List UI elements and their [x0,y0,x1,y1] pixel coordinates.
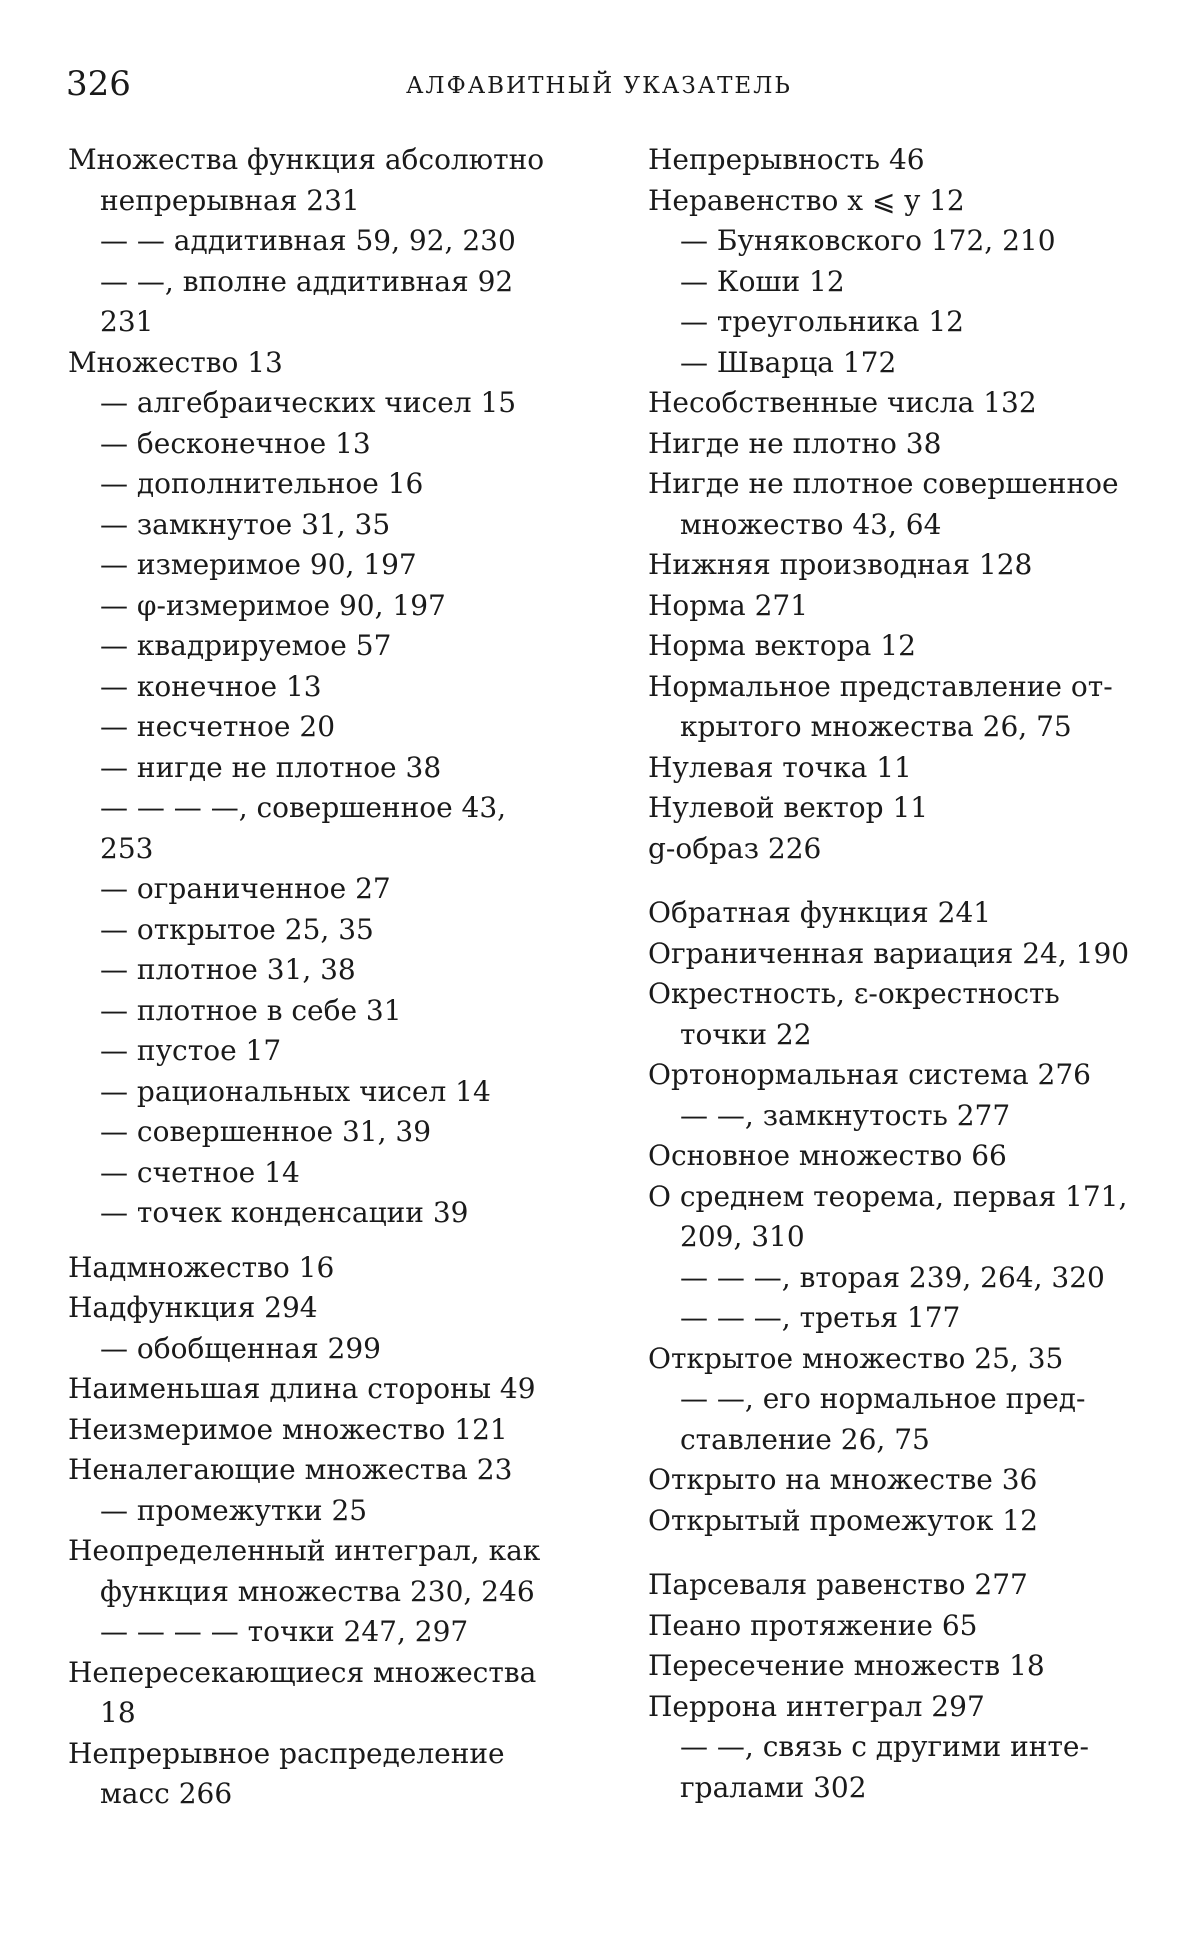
index-entry: — Буняковского 172, 210 [680,224,1056,257]
index-entry: множество 43, 64 [680,507,942,541]
index-entry: Нигде не плотно 38 [648,426,942,460]
running-title: АЛФАВИТНЫЙ УКАЗАТЕЛЬ [406,73,792,99]
index-entry: — — аддитивная 59, 92, 230 [100,224,516,257]
index-entry: крытого множества 26, 75 [680,710,1072,743]
index-entry: Основное множество 66 [648,1139,1007,1172]
index-entry: О среднем теорема, первая 171, [648,1179,1128,1213]
index-entry: Нижняя производная 128 [648,548,1033,581]
index-entry: Открытый промежуток 12 [648,1503,1038,1537]
index-entry: — нигде не плотное 38 [100,750,442,784]
index-entry: — —, вполне аддитивная 92 [100,264,514,298]
index-entry: g-образ 226 [648,831,822,865]
index-entry: Надфункция 294 [68,1291,318,1324]
page-header [66,62,1136,106]
index-entry: Наименьшая длина стороны 49 [68,1372,536,1405]
index-entry: — дополнительное 16 [100,467,424,500]
index-entry: Открыто на множестве 36 [648,1463,1038,1496]
index-entry: 18 [100,1696,136,1729]
index-entry: непрерывная 231 [100,183,360,217]
index-entry: Пересечение множеств 18 [648,1649,1045,1682]
index-entry: Открытое множество 25, 35 [648,1341,1064,1375]
index-entry: Парсеваля равенство 277 [648,1568,1028,1601]
index-entry: — квадрируемое 57 [100,629,392,662]
index-entry: — — — — точки 247, 297 [100,1615,469,1648]
index-entry: Ограниченная вариация 24, 190 [648,936,1130,970]
index-entry: — — —, третья 177 [680,1301,961,1334]
index-entry: Перрона интеграл 297 [648,1689,985,1723]
index-entry: — обобщенная 299 [100,1331,381,1365]
index-entry: Обратная функция 241 [648,896,992,929]
index-entry: функция множества 230, 246 [100,1574,535,1608]
index-entry: — треугольника 12 [680,305,964,338]
index-entry: — ограниченное 27 [100,872,391,905]
index-entry: — промежутки 25 [100,1493,368,1527]
index-entry: Нормальное представление от- [648,669,1113,703]
index-entry: Нигде не плотное совершенное [648,467,1119,500]
section-gap [648,1541,1138,1565]
index-entry: Неопределенный интеграл, как [68,1534,541,1567]
index-entry: Непрерывность 46 [648,143,925,176]
index-entry: — рациональных чисел 14 [100,1074,491,1108]
index-entry: — измеримое 90, 197 [100,548,417,581]
index-entry: Неналегающие множества 23 [68,1453,513,1486]
index-entry: 209, 310 [680,1220,805,1253]
index-entry: — бесконечное 13 [100,426,371,460]
index-entry: Окрестность, ε-окрестность [648,977,1060,1010]
index-entry: — —, его нормальное пред- [680,1382,1086,1415]
index-entry: Нулевая точка 11 [648,750,912,784]
index-entry: Множество 13 [68,345,283,379]
index-entry: — совершенное 31, 39 [100,1115,432,1148]
index-entry: Несобственные числа 132 [648,386,1037,419]
index-column-right [648,140,1138,1808]
index-entry: Пеано протяжение 65 [648,1608,978,1642]
index-entry: — плотное в себе 31 [100,993,402,1027]
index-entry: Неравенство x ⩽ y 12 [648,183,965,217]
index-entry: Норма 271 [648,588,809,622]
index-entry: Надмножество 16 [68,1250,335,1284]
index-entry: — —, связь с другими инте- [680,1730,1089,1763]
section-gap [648,869,1138,893]
index-entry: — — — —, совершенное 43, [100,791,507,824]
page-number: 326 [66,64,131,104]
index-entry: Множества функция абсолютно [68,143,545,176]
index-entry: — φ-измеримое 90, 197 [100,588,446,622]
index-entry: — замкнутое 31, 35 [100,507,391,541]
index-entry: — несчетное 20 [100,710,336,743]
index-entry: масс 266 [100,1777,233,1810]
index-entry: ставление 26, 75 [680,1422,930,1456]
index-entry: точки 22 [680,1017,812,1051]
index-entry: — — —, вторая 239, 264, 320 [680,1260,1105,1294]
index-entry: — плотное 31, 38 [100,953,356,986]
index-entry: — Коши 12 [680,264,845,298]
index-entry: Неизмеримое множество 121 [68,1412,508,1446]
index-entry: Ортонормальная система 276 [648,1058,1091,1091]
index-entry: — конечное 13 [100,669,322,703]
index-column-left [68,140,558,1815]
index-entry: 231 [100,305,154,338]
index-entry: 253 [100,831,154,865]
index-entry: — точек конденсации 39 [100,1196,469,1229]
index-entry: — —, замкнутость 277 [680,1098,1011,1132]
index-entry: Нулевой вектор 11 [648,791,929,824]
index-entry: — счетное 14 [100,1155,300,1189]
index-entry: — алгебраических чисел 15 [100,386,517,419]
index-entry: Непересекающиеся множества [68,1655,537,1689]
index-entry: — пустое 17 [100,1034,282,1067]
index-entry: Норма вектора 12 [648,629,916,662]
index-entry: гралами 302 [680,1770,867,1804]
index-entry: Непрерывное распределение [68,1736,505,1770]
index-entry: — Шварца 172 [680,345,897,379]
section-gap [68,1234,558,1248]
index-entry: — открытое 25, 35 [100,912,374,946]
